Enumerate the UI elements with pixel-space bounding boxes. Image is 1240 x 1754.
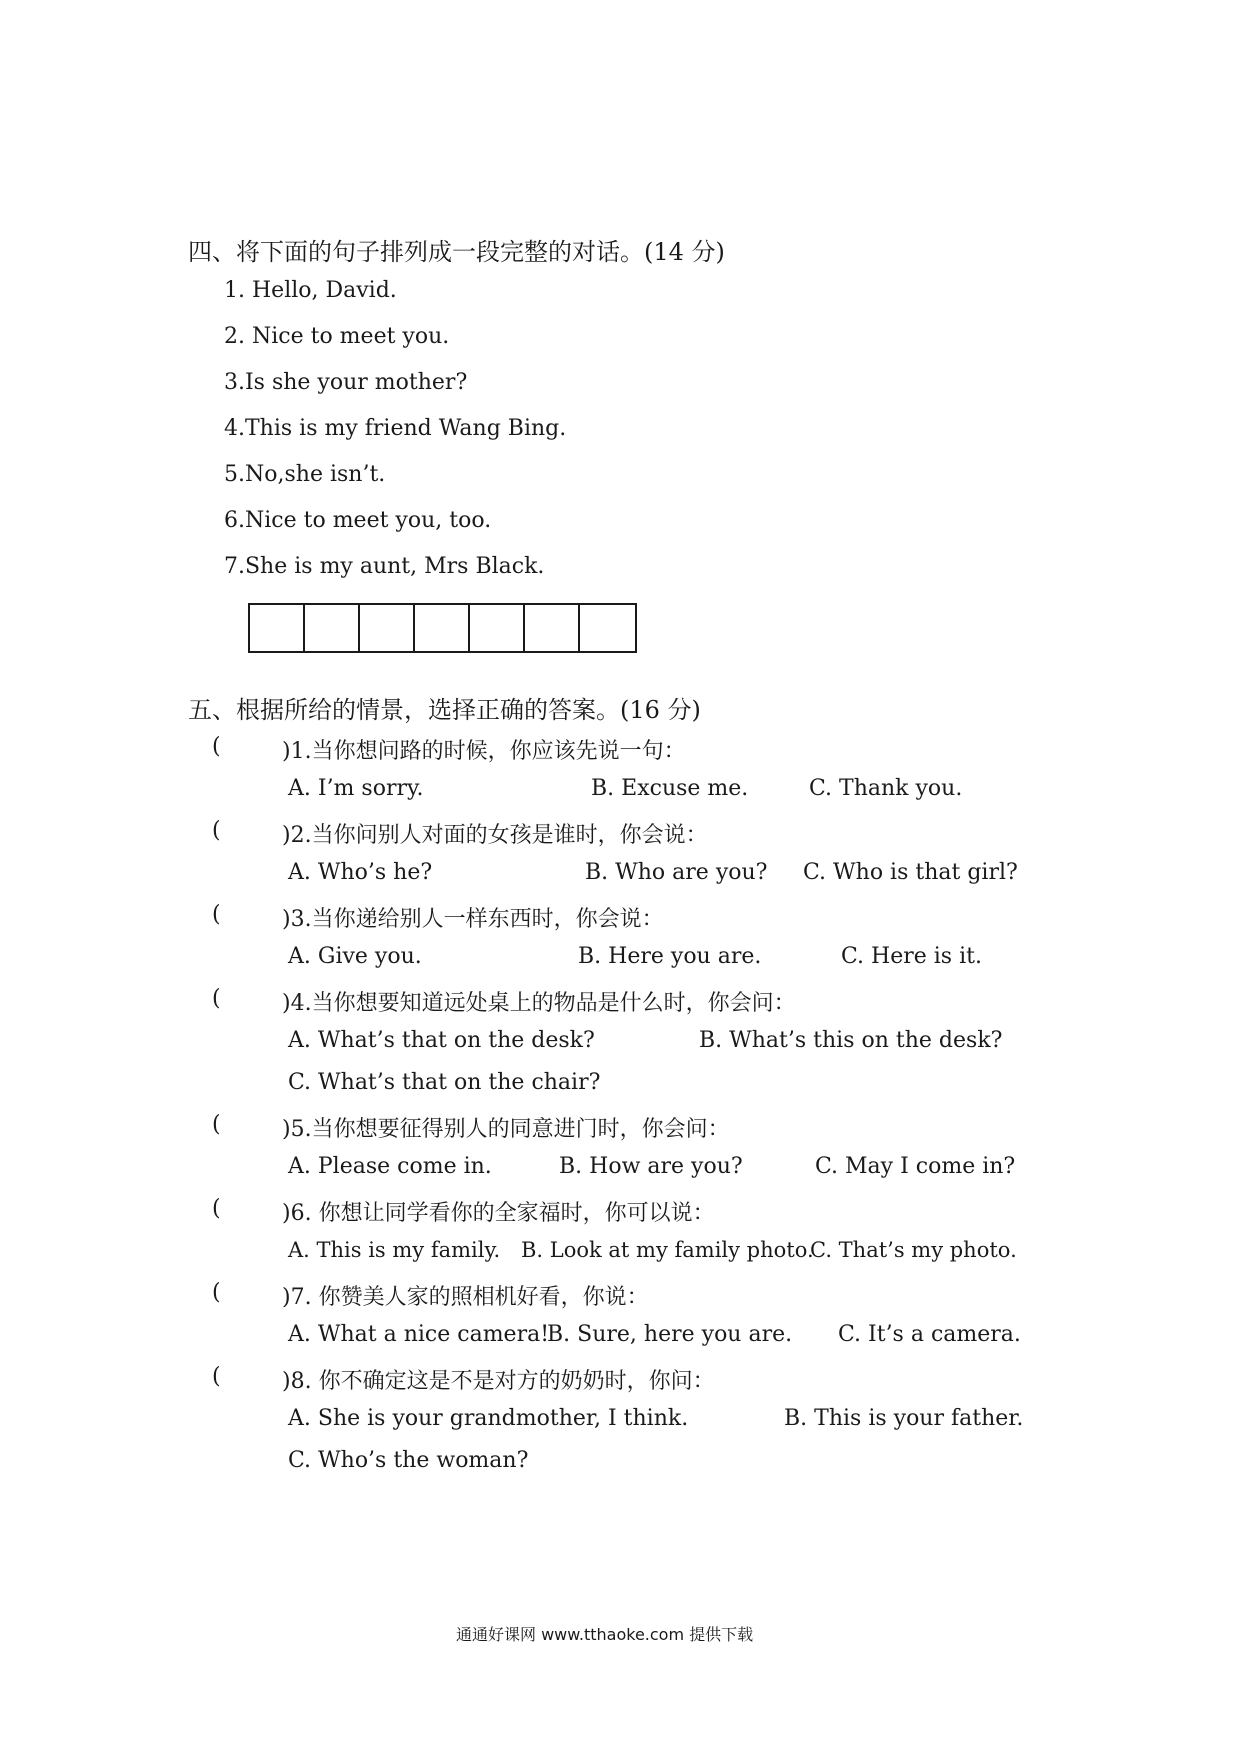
question-7-option-b: B. Sure, here you are.: [547, 1322, 793, 1347]
sentence-7: 7.She is my aunt, Mrs Black.: [224, 554, 545, 579]
question-4-option-c: C. What’s that on the chair?: [288, 1070, 601, 1095]
question-7-option-c: C. It’s a camera.: [838, 1322, 1021, 1347]
footer-source-text: 通通好课网 www.tthaoke.com 提供下载: [456, 1625, 754, 1644]
section-4-heading: 四、将下面的句子排列成一段完整的对话。(14 分): [188, 238, 725, 266]
question-5-prompt: )5.当你想要征得别人的同意进门时，你会问：: [282, 1117, 730, 1142]
answer-paren[interactable]: (: [212, 1112, 221, 1137]
answer-box[interactable]: [580, 605, 635, 651]
question-8-option-b: B. This is your father.: [784, 1406, 1024, 1431]
question-8-prompt: )8. 你不确定这是不是对方的奶奶时，你问：: [282, 1369, 715, 1394]
question-3-prompt: )3.当你递给别人一样东西时，你会说：: [282, 907, 664, 932]
answer-paren[interactable]: (: [212, 1364, 221, 1389]
sentence-6: 6.Nice to meet you, too.: [224, 508, 492, 533]
question-1-prompt: )1.当你想问路的时候，你应该先说一句：: [282, 739, 686, 764]
question-8-option-a: A. She is your grandmother, I think.: [288, 1406, 689, 1431]
answer-box[interactable]: [250, 605, 305, 651]
section-5-heading: 五、根据所给的情景，选择正确的答案。(16 分): [188, 696, 701, 724]
question-7-option-a: A. What a nice camera!: [288, 1322, 550, 1347]
question-6-option-b: B. Look at my family photo.: [521, 1238, 814, 1262]
answer-paren[interactable]: (: [212, 1280, 221, 1305]
sentence-1: 1. Hello, David.: [224, 278, 397, 303]
answer-box[interactable]: [360, 605, 415, 651]
answer-paren[interactable]: (: [212, 734, 221, 759]
question-6-option-a: A. This is my family.: [288, 1238, 501, 1262]
answer-paren[interactable]: (: [212, 818, 221, 843]
question-5-option-a: A. Please come in.: [288, 1154, 492, 1179]
question-3-option-c: C. Here is it.: [841, 944, 982, 969]
question-1-option-a: A. I’m sorry.: [288, 776, 424, 801]
question-1-option-c: C. Thank you.: [809, 776, 963, 801]
answer-box-row: [248, 603, 637, 653]
question-8-option-c: C. Who’s the woman?: [288, 1448, 529, 1473]
question-7-prompt: )7. 你赞美人家的照相机好看，你说：: [282, 1285, 649, 1310]
question-6-prompt: )6. 你想让同学看你的全家福时，你可以说：: [282, 1201, 715, 1226]
sentence-2: 2. Nice to meet you.: [224, 324, 450, 349]
sentence-3: 3.Is she your mother?: [224, 370, 468, 395]
answer-paren[interactable]: (: [212, 902, 221, 927]
sentence-5: 5.No,she isn’t.: [224, 462, 386, 487]
question-5-option-c: C. May I come in?: [815, 1154, 1016, 1179]
answer-paren[interactable]: (: [212, 986, 221, 1011]
question-2-prompt: )2.当你问别人对面的女孩是谁时，你会说：: [282, 823, 708, 848]
question-4-prompt: )4.当你想要知道远处桌上的物品是什么时，你会问：: [282, 991, 796, 1016]
question-3-option-b: B. Here you are.: [578, 944, 762, 969]
sentence-4: 4.This is my friend Wang Bing.: [224, 416, 567, 441]
answer-paren[interactable]: (: [212, 1196, 221, 1221]
question-2-option-b: B. Who are you?: [585, 860, 768, 885]
question-2-option-c: C. Who is that girl?: [803, 860, 1018, 885]
question-3-option-a: A. Give you.: [288, 944, 422, 969]
question-6-option-c: C. That’s my photo.: [810, 1238, 1017, 1262]
question-2-option-a: A. Who’s he?: [288, 860, 433, 885]
question-4-option-a: A. What’s that on the desk?: [288, 1028, 595, 1053]
question-5-option-b: B. How are you?: [559, 1154, 743, 1179]
question-4-option-b: B. What’s this on the desk?: [699, 1028, 1003, 1053]
answer-box[interactable]: [305, 605, 360, 651]
answer-box[interactable]: [470, 605, 525, 651]
answer-box[interactable]: [415, 605, 470, 651]
answer-box[interactable]: [525, 605, 580, 651]
question-1-option-b: B. Excuse me.: [591, 776, 749, 801]
